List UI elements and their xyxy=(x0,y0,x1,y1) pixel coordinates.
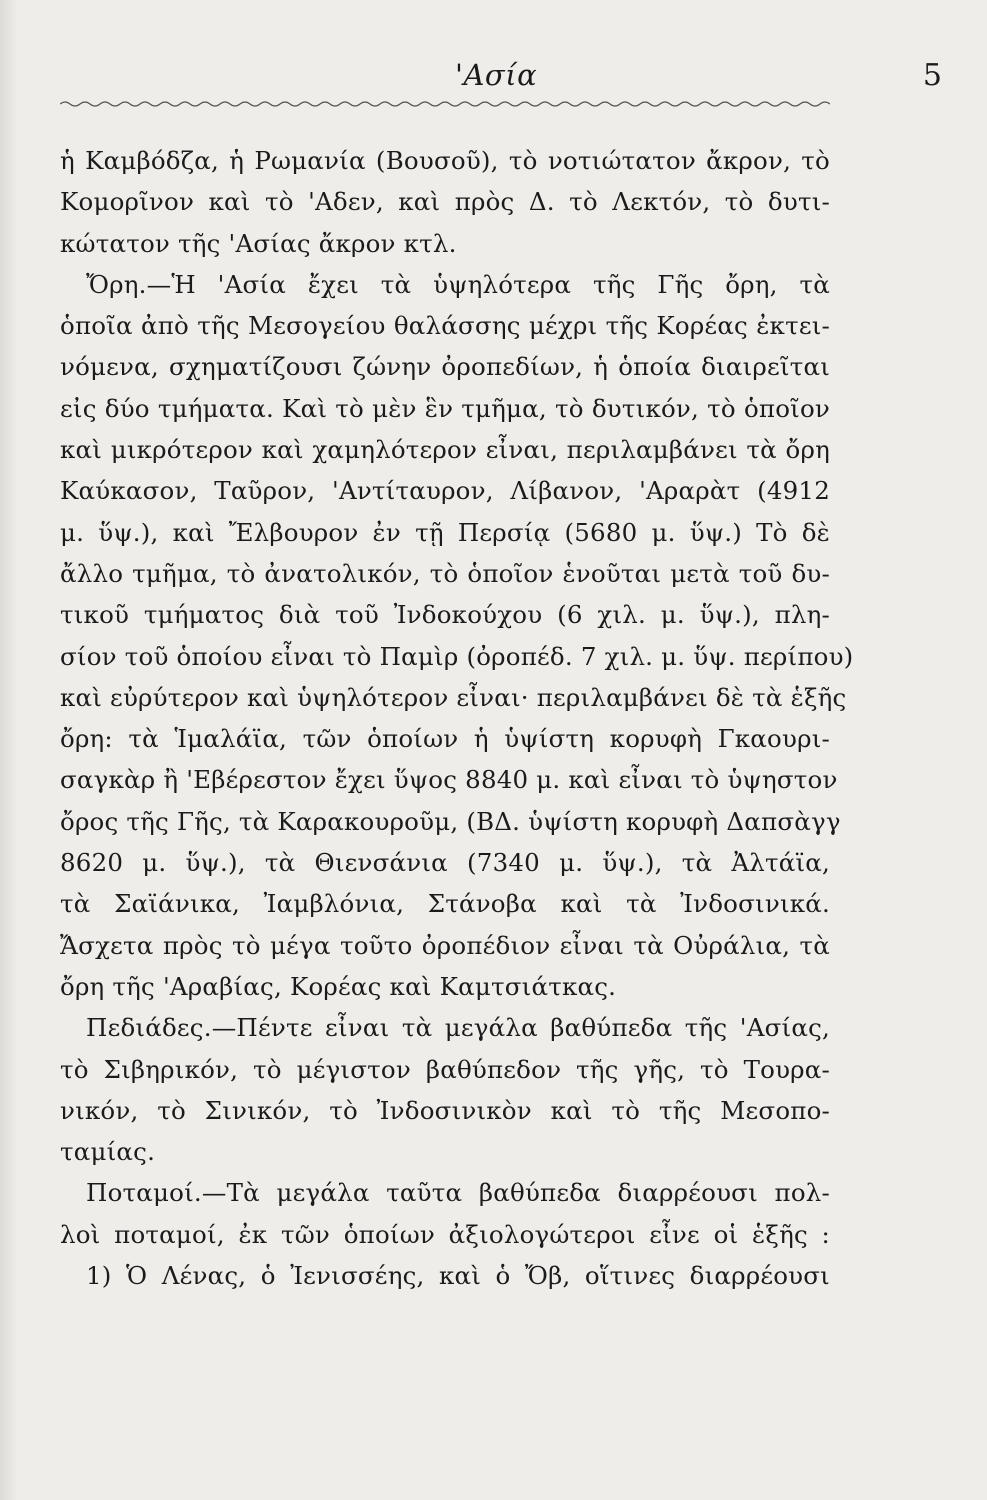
text-line-18: 8620 μ. ὕψ.), τὰ Θιενσάνια (7340 μ. ὕψ.), τὰ Ἀλτάϊα, xyxy=(60,848,830,878)
text-line-11: ἄλλο τμῆμα, τὸ ἀνατολικόν, τὸ ὁποῖον ἑνοῦται μετὰ τοῦ δυ- xyxy=(60,558,830,588)
text-line-7: εἰς δύο τμήματα. Καὶ τὸ μὲν ἓν τμῆμα, τὸ δυτικόν, τὸ ὁποῖον xyxy=(60,393,830,423)
text-line-16: σαγκὰρ ἢ 'Εβέρεστον ἔχει ὕψος 8840 μ. καὶ εἶναι τὸ ὑψηστον xyxy=(60,765,838,795)
text-line-19: τὰ Σαϊάνικα, Ἰαμβλόνια, Στάνοβα καὶ τὰ Ἰνδοσινικά. xyxy=(60,889,830,919)
text-line-8: καὶ μικρότερον καὶ χαμηλότερον εἶναι, περιλαμβάνει τὰ ὄρη xyxy=(60,435,830,465)
text-line-28: 1) Ὁ Λένας, ὁ Ἰενισσέης, καὶ ὁ Ὄβ, οἵτινες διαρρέουσι xyxy=(86,1261,830,1291)
text-line-27: λοὶ ποταμοί, ἐκ τῶν ὁποίων ἀξιολογώτεροι εἶνε οἱ ἑξῆς : xyxy=(60,1219,830,1249)
text-line-5: ὁποῖα ἀπὸ τῆς Μεσογείου θαλάσσης μέχρι τῆς Κορέας ἐκτει- xyxy=(60,311,830,341)
text-line-21: ὄρη τῆς 'Αραβίας, Κορέας καὶ Καμτσιάτκας. xyxy=(60,971,617,1001)
header-wavy-rule xyxy=(60,100,830,108)
text-line-3: κώτατον τῆς 'Ασίας ἄκρον κτλ. xyxy=(60,228,457,258)
text-line-9: Καύκασον, Ταῦρον, 'Αντίταυρον, Λίβανον, 'Αραρὰτ (4912 xyxy=(60,476,830,506)
body-text xyxy=(60,140,854,1296)
page-number: 5 xyxy=(922,58,942,93)
text-line-26-potamoi-heading: Ποταμοί.—Τὰ μεγάλα ταῦτα βαθύπεδα διαρρέουσι πολ- xyxy=(86,1178,830,1208)
text-line-12: τικοῦ τμήματος διὰ τοῦ Ἰνδοκούχου (6 χιλ. μ. ὕψ.), πλη- xyxy=(60,600,830,630)
running-title: 'Ασία xyxy=(455,58,538,92)
page-header xyxy=(60,58,942,98)
text-line-17: ὄρος τῆς Γῆς, τὰ Καρακουροῦμ, (ΒΔ. ὑψίστη κορυφὴ Δαπσὰγγ xyxy=(60,806,841,836)
text-line-1: ἡ Καμβόδζα, ἡ Ρωμανία (Βουσοῦ), τὸ νοτιώτατον ἄκρον, τὸ xyxy=(60,146,830,175)
text-line-15: ὄρη: τὰ Ἱμαλάϊα, τῶν ὁποίων ἡ ὑψίστη κορυφὴ Γκαουρι- xyxy=(60,724,830,754)
text-line-6: νόμενα, σχηματίζουσι ζώνην ὀροπεδίων, ἡ ὁποία διαιρεῖται xyxy=(60,352,830,382)
text-line-23: τὸ Σιβηρικόν, τὸ μέγιστον βαθύπεδον τῆς γῆς, τὸ Τουρα- xyxy=(60,1054,830,1084)
text-line-10: μ. ὕψ.), καὶ Ἔλβουρον ἐν τῇ Περσίᾳ (5680 μ. ὕψ.) Τὸ δὲ xyxy=(60,517,830,547)
text-line-25: ταμίας. xyxy=(60,1137,156,1167)
text-line-4-ori-heading: Ὄρη.—Ἡ 'Ασία ἔχει τὰ ὑψηλότερα τῆς Γῆς ὄρη, τὰ xyxy=(86,269,830,299)
text-line-14: καὶ εὐρύτερον καὶ ὑψηλότερον εἶναι· περιλαμβάνει δὲ τὰ ἑξῆς xyxy=(60,682,847,712)
text-line-22-pediades-heading: Πεδιάδες.—Πέντε εἶναι τὰ μεγάλα βαθύπεδα τῆς 'Ασίας, xyxy=(86,1013,830,1043)
text-line-24: νικόν, τὸ Σινικόν, τὸ Ἰνδοσινικὸν καὶ τὸ τῆς Μεσοπο- xyxy=(60,1095,830,1125)
text-line-13: σίον τοῦ ὁποίου εἶναι τὸ Παμὶρ (ὀροπέδ. 7 χιλ. μ. ὕψ. περίπου) xyxy=(60,641,854,671)
text-line-20: Ἄσχετα πρὸς τὸ μέγα τοῦτο ὀροπέδιον εἶναι τὰ Οὐράλια, τὰ xyxy=(60,930,830,960)
text-line-2: Κομορῖνον καὶ τὸ 'Αδεν, καὶ πρὸς Δ. τὸ Λεκτόν, τὸ δυτι- xyxy=(60,187,830,217)
